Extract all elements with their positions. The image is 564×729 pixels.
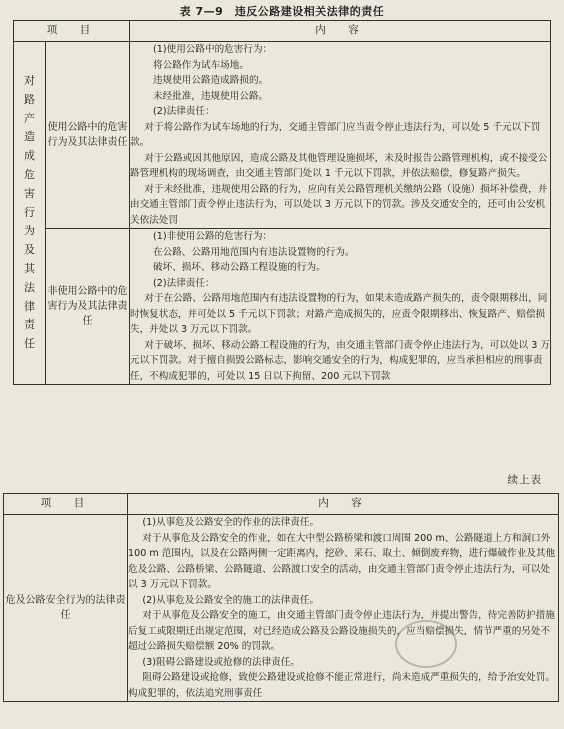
category-cell bbox=[14, 42, 46, 385]
row-content bbox=[130, 229, 551, 385]
content-line: (1)使用公路中的危害行为： bbox=[153, 44, 273, 55]
row-content bbox=[130, 42, 551, 229]
content-paragraph: 对于从事危及公路安全的作业，如在大中型公路桥梁和渡口周围 200 m、公路隧道上方和洞口外 100 m 范围内，以及在公路两侧一定距离内，挖砂、采石、取土、倾倒废弃物，进行爆破作业及其他危及公路、公路桥梁、公路隧道、公路渡口安全的活动，由交通主管部门责令停止违法行为，可以处以 3 万元以下罚款。 bbox=[128, 532, 556, 590]
table-title: 表 7—9 违反公路建设相关法律的责任 bbox=[179, 5, 385, 18]
content-paragraph: 对于破坏、损坏、移动公路工程设施的行为，由交通主管部门责令停止违法行为，可以处以 3 万元以下罚款。对于擅自损毁公路标志，影响交通安全的行为，构成犯罪的，应当承担相应的刑事责任，不构成犯罪的，可处以 15 日以下拘留、200 元以下罚款 bbox=[130, 339, 550, 382]
content-line: (2)法律责任： bbox=[153, 277, 215, 289]
header-content: 内 容 bbox=[128, 494, 559, 515]
continued-label: 续上表 bbox=[507, 474, 542, 486]
table-header-row bbox=[4, 494, 559, 515]
table-header-row bbox=[14, 21, 551, 42]
content-line: (1)非使用公路的危害行为： bbox=[153, 231, 273, 242]
content-paragraph: 阻碍公路建设或抢修，致使公路建设或抢修不能正常进行，尚未造成严重损失的，给予治安处罚。构成犯罪的，依法追究刑事责任 bbox=[128, 672, 555, 699]
table-row bbox=[14, 42, 551, 229]
content-paragraph: 对于公路或因其他原因，造成公路及其他管理设施损坏，未及时报告公路管理机构，或不接受公路管理机构的现场调查，由交通主管部门处以 1 千元以下罚款，并依法赔偿，修复路产损失。 bbox=[130, 152, 548, 179]
header-item: 项 目 bbox=[14, 21, 130, 42]
content-line: 违规使用公路造成路损的。 bbox=[153, 75, 269, 86]
content-line: 将公路作为试车场地。 bbox=[153, 59, 249, 71]
content-line: 在公路、公路用地范围内有违法设置物的行为。 bbox=[153, 246, 355, 258]
liability-table-main bbox=[13, 20, 551, 385]
content-line: 破坏、损坏、移动公路工程设施的行为。 bbox=[153, 262, 326, 273]
table-row bbox=[4, 515, 559, 702]
content-line: (2)从事危及公路安全的施工的法律责任。 bbox=[142, 594, 320, 606]
stamp-mark bbox=[395, 620, 457, 668]
content-line: (1)从事危及公路安全的作业的法律责任。 bbox=[142, 517, 320, 528]
header-item: 项 目 bbox=[4, 494, 128, 515]
content-line: 未经批准，违规使用公路。 bbox=[153, 90, 269, 102]
content-paragraph: 对于从事危及公路安全的施工，由交通主管部门责令停止违法行为，并提出警告，待完善防护措施后复工或限期迁出规定范围，对已经造成公路及公路设施损失的，应当赔偿损失，情节严重的另处不超过公路损失赔偿额 20% 的罚款。 bbox=[128, 610, 555, 652]
row-content bbox=[128, 515, 559, 702]
vertical-category-label: 对路产造成危害行为及其法律责任 bbox=[24, 74, 35, 351]
content-line: (3)阻碍公路建设或抢修的法律责任。 bbox=[142, 656, 300, 668]
row-label: 使用公路中的危害行为及其法律责任 bbox=[46, 42, 130, 229]
content-paragraph: 对于在公路、公路用地范围内有违法设置物的行为，如果未造成路产损失的，责令限期移出，同时恢复状态，并可处以 5 千元以下罚款；对路产造成损失的，应责令限期移出、恢复路产、赔偿损失，并处以 3 万元以下罚款。 bbox=[130, 293, 548, 335]
content-paragraph: 对于未经批准，违规使用公路的行为，应向有关公路管理机关缴纳公路（设施）损坏补偿费，并由交通主管部门责令停止违法行为，可以处以 3 万元以下的罚款。涉及交通安全的，还可由公安机关依法处罚 bbox=[130, 183, 548, 226]
header-content: 内 容 bbox=[130, 21, 551, 42]
liability-table-continued bbox=[3, 493, 559, 702]
row-label: 危及公路安全行为的法律责任 bbox=[4, 515, 128, 702]
row-label: 非使用公路中的危害行为及其法律责任 bbox=[46, 229, 130, 385]
content-paragraph: 对于将公路作为试车场地的行为，交通主管部门应当责令停止违法行为，可以处 5 千元以下罚款。 bbox=[130, 121, 541, 148]
content-line: (2)法律责任： bbox=[153, 106, 215, 117]
table-row bbox=[14, 229, 551, 385]
